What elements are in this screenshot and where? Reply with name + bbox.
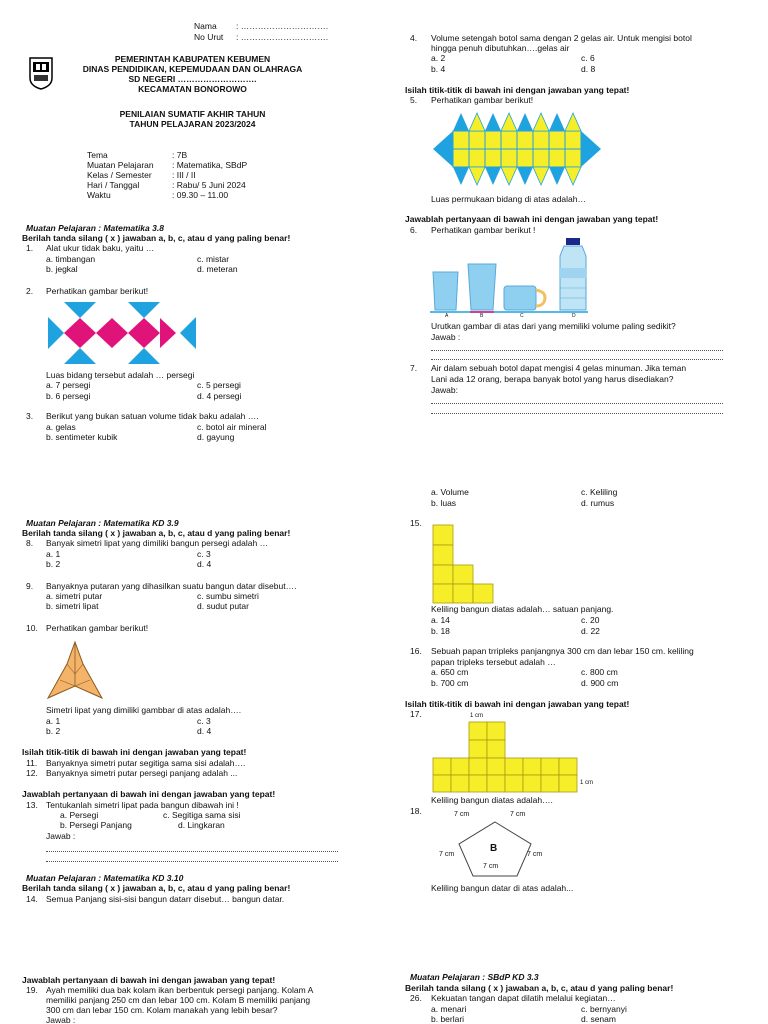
q8-option-c[interactable]: c. 3: [197, 549, 211, 559]
q2-text: Perhatikan gambar berikut!: [46, 286, 149, 296]
q18-caption: Keliling bangun datar di atas adalah...: [431, 883, 574, 893]
pentagon-side-label: 7 cm: [439, 851, 455, 858]
exam-title-2: TAHUN PELAJARAN 2023/2024: [129, 119, 256, 129]
q7-answer-line[interactable]: [431, 397, 723, 404]
q16-number: 16.: [410, 646, 422, 656]
gov-line-3: SD NEGERI ……………………….: [128, 74, 257, 84]
section-instruction: Berilah tanda silang ( x ) jawaban a, b, c, atau d yang paling benar!: [22, 528, 291, 538]
staircase-figure: [432, 524, 496, 604]
q13-item-a: a. Persegi: [60, 810, 99, 820]
q9-option-d[interactable]: d. sudut putar: [197, 601, 249, 611]
q14-option-b[interactable]: b. luas: [431, 498, 457, 508]
q12-number: 12.: [26, 768, 38, 778]
q10-option-a[interactable]: a. 1: [46, 716, 61, 726]
q16-option-b[interactable]: b. 700 cm: [431, 678, 469, 688]
q8-option-a[interactable]: a. 1: [46, 549, 61, 559]
q26-option-c[interactable]: c. bernyanyi: [581, 1004, 627, 1014]
q26-option-a[interactable]: a. menari: [431, 1004, 467, 1014]
jawab-instruction: Jawablah pertanyaan di bawah ini dengan jawaban yang tepat!: [22, 789, 276, 799]
container-label-d: D: [572, 313, 576, 319]
q7-number: 7.: [410, 363, 418, 373]
section-title-sbdp: Muatan Pelajaran : SBdP KD 3.3: [410, 972, 539, 982]
q13-answer-line[interactable]: [46, 845, 338, 852]
pentagon-side-label: 7 cm: [483, 863, 499, 870]
q15-option-a[interactable]: a. 14: [431, 615, 450, 625]
q4-option-d[interactable]: d. 8: [581, 64, 596, 74]
jawab-instruction: Jawablah pertanyaan di bawah ini dengan jawaban yang tepat!: [22, 975, 276, 985]
q8-option-d[interactable]: d. 4: [197, 559, 212, 569]
q14-text: Semua Panjang sisi-sisi bangun datarr disebut… bangun datar.: [46, 894, 285, 904]
q17-side-label: 1 cm: [580, 780, 594, 786]
section-title-38: Muatan Pelajaran : Matematika 3.8: [26, 223, 164, 233]
q6-jawab-label: Jawab :: [431, 332, 461, 342]
q2-option-b[interactable]: b. 6 persegi: [46, 391, 91, 401]
q13-number: 13.: [26, 800, 38, 810]
q13-text: Tentukanlah simetri lipat pada bangun dibawah ini !: [46, 800, 239, 810]
q8-option-b[interactable]: b. 2: [46, 559, 61, 569]
q13-item-c: c. Segitiga sama sisi: [163, 810, 241, 820]
q26-number: 26.: [410, 993, 422, 1003]
q6-text: Perhatikan gambar berikut !: [431, 225, 536, 235]
container-label-a: A: [445, 313, 449, 319]
q7-answer-line[interactable]: [431, 407, 723, 414]
net-grid-figure: [431, 111, 603, 187]
q19-line-1: Ayah memiliki dua bak kolam ikan berbentuk persegi panjang. Kolam A: [46, 985, 314, 995]
q9-option-c[interactable]: c. sumbu simetri: [197, 591, 259, 601]
q15-option-d[interactable]: d. 22: [581, 626, 600, 636]
kebumen-logo-icon: [28, 56, 54, 90]
q6-answer-line[interactable]: [431, 353, 723, 360]
container-label-b: B: [480, 313, 484, 319]
q13-item-b: b. Persegi Panjang: [60, 820, 132, 830]
q2-number: 2.: [26, 286, 34, 296]
nama-label: Nama: [194, 21, 217, 31]
q4-line-1: Volume setengah botol sama dengan 2 gelas air. Untuk mengisi botol: [431, 33, 692, 43]
q4-option-b[interactable]: b. 4: [431, 64, 446, 74]
isian-instruction: Isilah titik-titik di bawah ini dengan jawaban yang tepat!: [405, 699, 630, 709]
q4-line-2: hingga penuh dibutuhkan….gelas air: [431, 43, 570, 53]
q14-option-c[interactable]: c. Keliling: [581, 487, 618, 497]
q26-option-b[interactable]: b. berlari: [431, 1014, 465, 1024]
nourut-label: No Urut: [194, 32, 224, 42]
info-row: Hari / Tanggal : Rabu/ 5 Juni 2024: [87, 180, 246, 190]
q8-number: 8.: [26, 538, 34, 548]
diamond-pattern-figure: [48, 302, 196, 364]
isian-instruction: Isilah titik-titik di bawah ini dengan jawaban yang tepat!: [405, 85, 630, 95]
q1-option-b[interactable]: b. jegkal: [46, 264, 78, 274]
q26-option-d[interactable]: d. senam: [581, 1014, 616, 1024]
q1-number: 1.: [26, 243, 34, 253]
q10-option-d[interactable]: d. 4: [197, 726, 212, 736]
jawab-instruction: Jawablah pertanyaan di bawah ini dengan jawaban yang tepat!: [405, 214, 659, 224]
q9-option-a[interactable]: a. simetri putar: [46, 591, 103, 601]
info-row: Kelas / Semester : III / II: [87, 170, 196, 180]
pentagon-side-label: 7 cm: [527, 851, 543, 858]
q2-caption: Luas bidang tersebut adalah … persegi: [46, 370, 195, 380]
containers-figure: [430, 238, 590, 318]
q4-number: 4.: [410, 33, 418, 43]
nama-value: : ………………………….: [236, 21, 329, 31]
q17-number: 17.: [410, 709, 422, 719]
q3-option-c[interactable]: c. botol air mineral: [197, 422, 267, 432]
container-label-c: C: [520, 313, 524, 319]
q14-option-a[interactable]: a. Volume: [431, 487, 469, 497]
q3-option-a[interactable]: a. gelas: [46, 422, 76, 432]
info-row: Tema : 7B: [87, 150, 188, 160]
nourut-value: : ………………………….: [236, 32, 329, 42]
q17-top-label: 1 cm: [470, 713, 484, 719]
q9-number: 9.: [26, 581, 34, 591]
q19-line-2: memiliki panjang 250 cm dan lebar 100 cm. Kolam B memiliki panjang: [46, 995, 311, 1005]
q14-number: 14.: [26, 894, 38, 904]
gov-line-1: PEMERINTAH KABUPATEN KEBUMEN: [114, 54, 271, 64]
q2-option-a[interactable]: a. 7 persegi: [46, 380, 91, 390]
q7-jawab-label: Jawab:: [431, 385, 458, 395]
q6-answer-line[interactable]: [431, 344, 723, 351]
q15-option-b[interactable]: b. 18: [431, 626, 450, 636]
section-title-310: Muatan Pelajaran : Matematika KD 3.10: [26, 873, 184, 883]
q7-line-1: Air dalam sebuah botol dapat mengisi 4 gelas minuman. Jika teman: [431, 363, 687, 373]
q11-text: Banyaknya simetri putar segitiga sama sisi adalah….: [46, 758, 246, 768]
info-table: [87, 150, 287, 200]
q10-number: 10.: [26, 623, 38, 633]
q13-answer-line[interactable]: [46, 855, 338, 862]
q11-number: 11.: [26, 758, 38, 768]
q16-option-a[interactable]: a. 650 cm: [431, 667, 469, 677]
q5-number: 5.: [410, 95, 418, 105]
q10-text: Perhatikan gambar berikut!: [46, 623, 149, 633]
q15-number: 15.: [410, 518, 422, 528]
q7-line-2: Lani ada 12 orang, berapa banyak botol yang harus disediakan?: [431, 374, 674, 384]
q1-option-a[interactable]: a. timbangan: [46, 254, 96, 264]
q2-option-d[interactable]: d. 4 persegi: [197, 391, 242, 401]
q16-line-1: Sebuah papan trripleks panjangnya 300 cm dan lebar 150 cm. keliling: [431, 646, 694, 656]
q1-option-c[interactable]: c. mistar: [197, 254, 230, 264]
section-title-39: Muatan Pelajaran : Matematika KD 3.9: [26, 518, 179, 528]
q16-option-d[interactable]: d. 900 cm: [581, 678, 619, 688]
q16-option-c[interactable]: c. 800 cm: [581, 667, 618, 677]
q12-text: Banyaknya simetri putar persegi panjang adalah ...: [46, 768, 238, 778]
q6-number: 6.: [410, 225, 418, 235]
pentagon-side-label: 7 cm: [510, 811, 526, 818]
q1-option-d[interactable]: d. meteran: [197, 264, 238, 274]
q1-text: Alat ukur tidak baku, yaitu …: [46, 243, 155, 253]
pentagon-center-label: B: [490, 843, 498, 854]
star-shape-figure: [46, 640, 104, 700]
q6-line-1: Urutkan gambar di atas dari yang memiliki volume paling sedikit?: [431, 321, 676, 331]
q9-option-b[interactable]: b. simetri lipat: [46, 601, 99, 611]
q4-option-a[interactable]: a. 2: [431, 53, 446, 63]
q2-option-c[interactable]: c. 5 persegi: [197, 380, 241, 390]
q16-line-2: papan tripleks tersebut adalah …: [431, 657, 556, 667]
q10-caption: Simetri lipat yang dimiliki gambbar di atas adalah….: [46, 705, 242, 715]
gov-line-4: KECAMATAN BONOROWO: [138, 84, 247, 94]
q8-text: Banyak simetri lipat yang dimiliki bangun persegi adalah …: [46, 538, 269, 548]
q19-number: 19.: [26, 985, 38, 995]
q15-option-c[interactable]: c. 20: [581, 615, 600, 625]
q9-text: Banyaknya putaran yang dihasilkan suatu bangun datar disebut….: [46, 581, 297, 591]
q17-caption: Keliling bangun diatas adalah….: [431, 795, 553, 805]
info-row: Muatan Pelajaran : Matematika, SBdP: [87, 160, 248, 170]
q3-option-d[interactable]: d. gayung: [197, 432, 235, 442]
section-instruction: Berilah tanda silang ( x ) jawaban a, b, c, atau d yang paling benar!: [405, 983, 674, 993]
q10-option-c[interactable]: c. 3: [197, 716, 211, 726]
q19-jawab-label: Jawab :: [46, 1015, 76, 1024]
isian-instruction: Isilah titik-titik di bawah ini dengan jawaban yang tepat!: [22, 747, 247, 757]
info-row: Waktu : 09.30 – 11.00: [87, 190, 229, 200]
q5-caption: Luas permukaan bidang di atas adalah…: [431, 194, 586, 204]
q5-text: Perhatikan gambar berikut!: [431, 95, 534, 105]
q14-option-d[interactable]: d. rumus: [581, 498, 615, 508]
q3-text: Berikut yang bukan satuan volume tidak baku adalah ….: [46, 411, 259, 421]
section-instruction: Berilah tanda silang ( x ) jawaban a, b, c, atau d yang paling benar!: [22, 883, 291, 893]
q26-text: Kekuatan tangan dapat dilatih melalui kegiatan…: [431, 993, 616, 1003]
q4-option-c[interactable]: c. 6: [581, 53, 595, 63]
exam-title-1: PENILAIAN SUMATIF AKHIR TAHUN: [119, 109, 266, 119]
q13-jawab-label: Jawab :: [46, 831, 76, 841]
q3-number: 3.: [26, 411, 34, 421]
q19-line-3: 300 cm dan lebar 150 cm. Kolam manakah yang lebih besar?: [46, 1005, 278, 1015]
gov-line-2: DINAS PENDIDIKAN, KEPEMUDAAN DAN OLAHRAGA: [82, 64, 303, 74]
q3-option-b[interactable]: b. sentimeter kubik: [46, 432, 118, 442]
q18-number: 18.: [410, 806, 422, 816]
pentagon-side-label: 7 cm: [454, 811, 470, 818]
q10-option-b[interactable]: b. 2: [46, 726, 61, 736]
section-instruction: Berilah tanda silang ( x ) jawaban a, b, c, atau d yang paling benar!: [22, 233, 291, 243]
q13-item-d: d. Lingkaran: [178, 820, 225, 830]
t-shape-grid-figure: [432, 721, 580, 793]
q15-caption: Keliling bangun diatas adalah… satuan panjang.: [431, 604, 614, 614]
